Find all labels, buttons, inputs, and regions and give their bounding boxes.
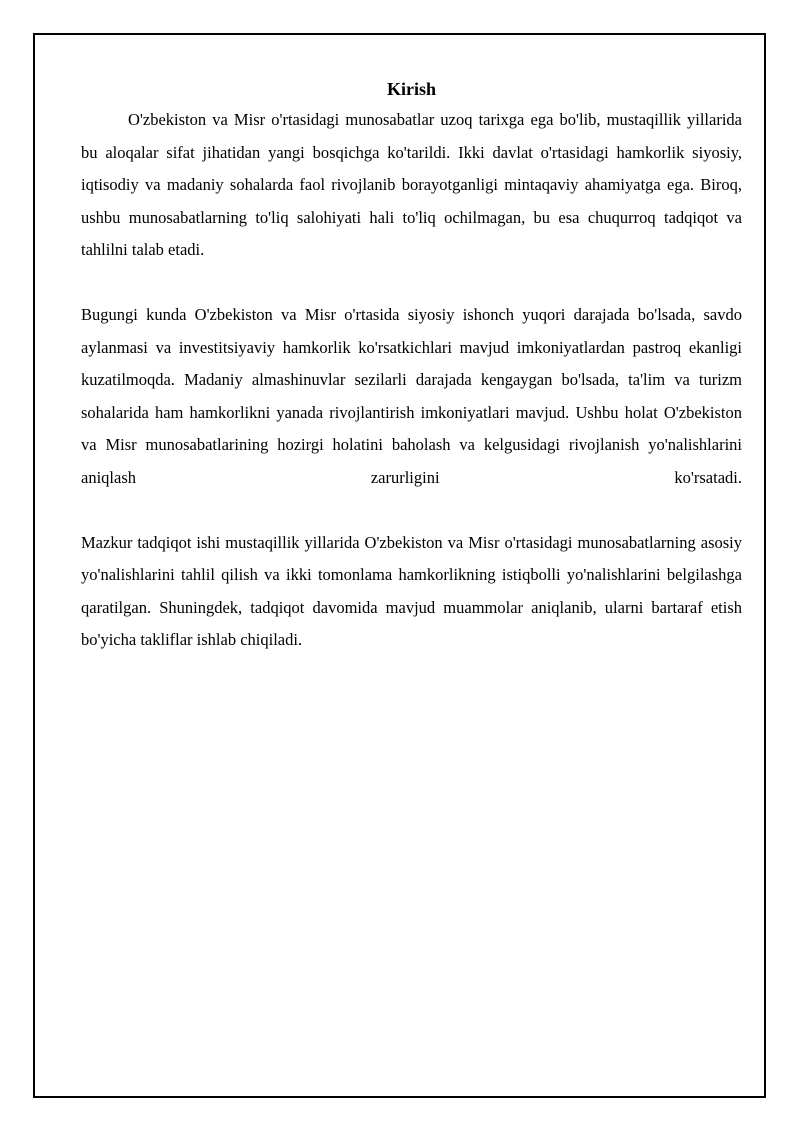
section-title: Kirish	[386, 79, 436, 99]
paragraph-1: O'zbekiston va Misr o'rtasidagi munosabatlar uzoq tarixga ega bo'lib, mustaqillik yillarida bu aloqalar sifat jihatidan yangi bosqichga ko'tarildi. Ikki davlat o'rtasidagi hamkorlik siyosiy, iqtisodiy va madaniy sohalarda faol rivojlanib borayotganligi mintaqaviy ahamiyatga ega. Biroq, ushbu munosabatlarning to'liq salohiyati hali to'liq ochilmagan, bu esa chuqurroq tadqiqot va tahlilni talab etadi.	[81, 110, 742, 259]
paragraph-2: Bugungi kunda O'zbekiston va Misr o'rtasida siyosiy ishonch yuqori darajada bo'lsada, savdo aylanmasi va investitsiyaviy hamkorlik ko'rsatkichlari mavjud imkoniyatlardan pastroq ekanligi kuzatilmoqda. Madaniy almashinuvlar sezilarli darajada kengaygan bo'lsada, ta'lim va turizm sohalarida ham hamkorlikni yanada rivojlantirish imkoniyatlari mavjud. Ushbu holat O'zbekiston va Misr munosabatlarining hozirgi holatini baholash va kelgusidagi rivojlanish yo'nalishlarini aniqlash zarurligini ko'rsatadi.	[81, 305, 742, 487]
document-body	[81, 78, 742, 657]
paragraph-spacer	[81, 267, 742, 300]
paragraph-3: Mazkur tadqiqot ishi mustaqillik yillarida O'zbekiston va Misr o'rtasidagi munosabatlarning asosiy yo'nalishlarini tahlil qilish va ikki tomonlama hamkorlikning istiqbolli yo'nalishlarini belgilashga qaratilgan. Shuningdek, tadqiqot davomida mavjud muammolar aniqlanib, ularni bartaraf etish bo'yicha takliflar ishlab chiqiladi.	[81, 532, 742, 649]
paragraph-spacer	[81, 494, 742, 527]
